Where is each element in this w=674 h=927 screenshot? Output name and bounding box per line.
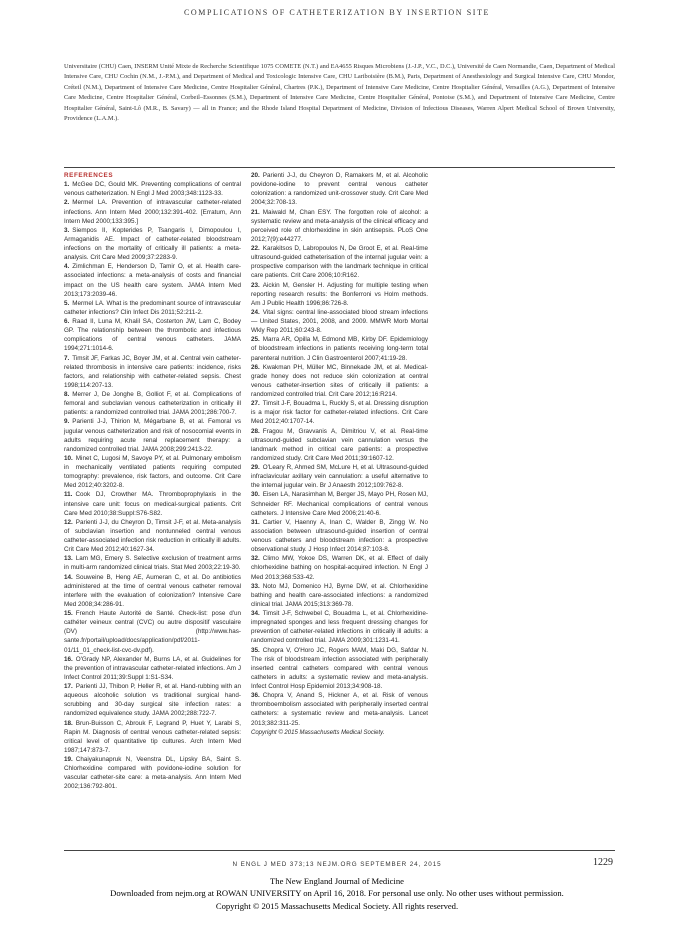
reference-text: Cartier V, Haenny A, Inan C, Walder B, Zingg W. No association between ultrasound-guided insertion of central venous catheters and bloodstream infection: a prospective observational study. J Hosp Infect 2014;87:103-8. (251, 518, 428, 554)
reference-item (251, 363, 428, 400)
reference-item (251, 646, 428, 692)
reference-number: 25. (251, 336, 260, 344)
reference-item (64, 226, 241, 263)
reference-text: O'Leary R, Ahmed SM, McLure H, et al. Ultrasound-guided infraclavicular axillary vein cannulation: a useful alternative to the internal jugular vein. Br J Anaesth 2012;109:762-8. (251, 464, 428, 490)
reference-text: French Haute Autorité de Santé. Check-list: pose d'un cathéter veineux central (CVC) ou autre dispositif vasculaire (DV) (http://www.has-sante.fr/portail/upload/docs/application/pdf/2011-01/11_01_check-list-cvc-dv.pdf). (64, 610, 241, 654)
reference-number: 9. (64, 418, 70, 426)
journal-name: The New England Journal of Medicine (270, 876, 404, 886)
section-divider (64, 167, 615, 168)
reference-number: 10. (64, 454, 73, 462)
reference-item (64, 390, 241, 417)
reference-number: 30. (251, 491, 260, 499)
reference-text: Maiwald M, Chan ESY. The forgotten role of alcohol: a systematic review and meta-analysis of the clinical efficacy and perceived role of chlorhexidine in skin antisepsis. PLoS One 2012;7(9):e44277. (251, 208, 428, 243)
copyright-notice: Copyright © 2015 Massachusetts Medical Society. All rights reserved. (215, 900, 459, 911)
reference-item (64, 609, 241, 655)
reference-text: Siempos II, Kopterides P, Tsangaris I, Dimopoulou I, Armaganidis AE. Impact of catheter-related bloodstream infections on the mortality of critically ill patients: a meta-analysis. Crit Care Med 2009;37:2283-9. (64, 226, 241, 262)
reference-text: Noto MJ, Domenico HJ, Byrne DW, et al. Chlorhexidine bathing and health care-associated infections: a randomized clinical trial. JAMA 2015;313:369-78. (251, 582, 428, 608)
reference-item (64, 573, 241, 610)
author-affiliations: Universitaire (CHU) Caen, INSERM Unité Mixte de Recherche Scientifique 1075 COMETE (N.T.) and EA4655 Risques Microbiens (J.-J.P., V.C., D.C.), Université de Caen Normandie, Caen, Department of Medical Intensive Care, CHU Cochin (N.M., J.-P.M.), and Department of Medical and Toxicologic Intensive Care, CHU Lariboisière (B.M.), Paris, Department of Anesthesiology and Surgical Intensive Care, CHU Mondor, Créteil (N.M.), Department of Intensive Care Medicine, Centre Hospitalier Général, Chartres (P.K.), Department of Intensive Care Medicine, Centre Hospitalier Général, Versailles (A.G.), Department of Intensive Care Medicine, Centre Hospitalier Général, Corbeil–Essonnes (S.M.), Department of Intensive Care Medicine, Centre Hospitalier Général, Pontoise (S.M.), and Department of Intensive Care Medicine, Centre Hospitalier Général, Saint-Lô (M.R., B. Savary) — all in France; and the Rhode Island Hospital Department of Medicine, Division of Infectious Diseases, Warren Alpert Medical School of Brown University, Providence (L.A.M.). (64, 63, 615, 123)
reference-number: 22. (251, 245, 260, 252)
reference-item (251, 244, 428, 281)
reference-item (64, 682, 241, 719)
reference-text: Timsit J-F, Bouadma L, Ruckly S, et al. Dressing disruption is a major risk factor for catheter-related infections. Crit Care Med 2012;40:1707-14. (251, 400, 428, 426)
reference-text: Zimlichman E, Henderson D, Tamir O, et al. Health care-associated infections: a meta-analysis of costs and financial impact on the US health care system. JAMA Intern Med 2013;173:2039-46. (64, 263, 241, 298)
reference-item (64, 490, 241, 517)
download-notice-block (0, 875, 674, 912)
reference-text: Chopra V, O'Horo JC, Rogers MAM, Maki DG, Safdar N. The risk of bloodstream infection associated with peripherally inserted central catheters compared with central venous catheters in adults: a systematic review and meta-analysis. Infect Control Hosp Epidemiol 2013;34:908-18. (251, 646, 428, 690)
reference-item (251, 308, 428, 335)
reference-text: Parienti J-J, Thirion M, Mégarbane B, et al. Femoral vs jugular venous catheterization and risk of nosocomial events in adults requiring acute renal replacement therapy: a randomized controlled trial. JAMA 2008;299:2413-22. (64, 418, 241, 453)
reference-item (251, 281, 428, 308)
reference-number: 29. (251, 464, 260, 471)
reference-number: 4. (64, 263, 70, 271)
reference-text: Karakitsos D, Labropoulos N, De Groot E, et al. Real-time ultrasound-guided catheterisation of the internal jugular vein: a prospective comparison with the landmark technique in critical care patients. Crit Care 2006;10:R162. (251, 245, 428, 280)
reference-item (251, 335, 428, 362)
references-section (64, 171, 615, 809)
reference-text: Minet C, Lugosi M, Savoye PY, et al. Pulmonary embolism in mechanically ventilated patients requiring computed tomography: prevalence, risk factors, and outcome. Crit Care Med 2012;40:3202-8. (64, 454, 241, 490)
reference-number: 32. (251, 555, 260, 563)
reference-number: 34. (251, 610, 260, 617)
reference-item (251, 463, 428, 490)
reference-item (251, 399, 428, 426)
reference-text: Chopra V, Anand S, Hickner A, et al. Risk of venous thromboembolism associated with peripherally inserted central catheters: a systematic review and meta-analysis. Lancet 2013;382:311-25. (251, 692, 428, 727)
reference-text: Fragou M, Gravvanis A, Dimitriou V, et al. Real-time ultrasound-guided subclavian vein cannulation versus the landmark method in critical care patients: a prospective randomized study. Crit Care Med 2011;39:1607-12. (251, 427, 428, 462)
reference-number: 20. (251, 172, 260, 179)
running-head: COMPLICATIONS OF CATHETERIZATION BY INSERTION SITE (183, 8, 491, 17)
reference-text: Vital signs: central line-associated blood stream infections — United States, 2001, 2008, and 2009. MMWR Morb Mortal Wkly Rep 2011;60:243-8. (251, 308, 428, 335)
reference-item (64, 719, 241, 756)
journal-citation-line: N ENGL J MED 373;13 NEJM.ORG SEPTEMBER 24, 2015 (232, 861, 442, 868)
reference-item (64, 417, 241, 454)
reference-text: Timsit JF, Farkas JC, Boyer JM, et al. Central vein catheter-related thrombosis in intensive care patients: incidence, risks factors, and relationship with catheter-related sepsis. Chest 1998;114:207-13. (64, 354, 241, 389)
reference-number: 36. (251, 692, 260, 700)
reference-list (64, 171, 428, 809)
reference-text: Marra AR, Opilla M, Edmond MB, Kirby DF. Epidemiology of bloodstream infections in patients receiving long-term total parenteral nutrition. J Clin Gastroenterol 2007;41:19-28. (251, 336, 428, 362)
reference-text: Merrer J, De Jonghe B, Golliot F, et al. Complications of femoral and subclavian venous catheterization in critically ill patients: a randomized controlled trial. JAMA 2001;286:700-7. (64, 391, 241, 417)
reference-text: McGee DC, Gould MK. Preventing complications of central venous catheterization. N Engl J Med 2003;348:1123-33. (64, 181, 241, 198)
reference-text: Kwakman PH, Müller MC, Binnekade JM, et al. Medical-grade honey does not reduce skin colonization at central venous catheter-insertion sites of critically ill patients: a randomized controlled trial. Crit Care 2012;16:R214. (251, 363, 428, 398)
reference-text: Climo MW, Yokoe DS, Warren DK, et al. Effect of daily chlorhexidine bathing on hospital-acquired infection. N Engl J Med 2013;368:533-42. (251, 555, 428, 581)
reference-number: 5. (64, 299, 70, 307)
reference-number: 3. (64, 226, 70, 234)
reference-number: 17. (64, 683, 73, 690)
download-notice: Downloaded from nejm.org at ROWAN UNIVERSITY on April 16, 2018. For personal use only. No other uses without permission. (110, 888, 564, 899)
reference-text: O'Grady NP, Alexander M, Burns LA, et al. Guidelines for the prevention of intravascular catheter-related infections. Am J Infect Control 2011;39:Suppl 1:S1-S34. (64, 655, 241, 681)
footer-divider (64, 850, 615, 851)
reference-item (251, 490, 428, 517)
reference-item (251, 554, 428, 581)
reference-text: Parienti J-J, du Cheyron D, Timsit J-F, et al. Meta-analysis of subclavian insertion and nontunneled central venous catheter-associated infection risk reduction in critically ill adults. Crit Care Med 2012;40:1627-34. (64, 518, 241, 554)
reference-text: Timsit J-F, Schwebel C, Bouadma L, et al. Chlorhexidine-impregnated sponges and less frequent dressing changes for prevention of catheter-related infections in critically ill adults: a randomized controlled trial. JAMA 2009;301:1231-41. (251, 610, 428, 645)
reference-number: 6. (64, 318, 70, 325)
reference-number: 28. (251, 427, 260, 435)
reference-number: 14. (64, 573, 73, 581)
reference-item (251, 171, 428, 208)
reference-text: Chaiyakunapruk N, Veenstra DL, Lipsky BA, Saint S. Chlorhexidine compared with povidone-iodine solution for vascular catheter-site care: a meta-analysis. Ann Intern Med 2002;136:792-801. (64, 756, 241, 791)
reference-number: 33. (251, 582, 260, 590)
reference-text: Lam MG, Emery S. Selective exclusion of treatment arms in multi-arm randomized clinical trials. Stat Med 2003;22:19-30. (64, 555, 241, 572)
reference-text: Parienti J-J, du Cheyron D, Ramakers M, et al. Alcoholic povidone-iodine to prevent central venous catheter colonization: a randomized unit-crossover study. Crit Care Med 2004;32:708-13. (251, 172, 428, 207)
reference-item (64, 180, 241, 198)
reference-number: 1. (64, 181, 70, 189)
reference-item (64, 655, 241, 682)
reference-number: 16. (64, 655, 73, 663)
reference-item (64, 354, 241, 391)
reference-number: 18. (64, 719, 73, 727)
reference-number: 8. (64, 391, 70, 398)
reference-number: 15. (64, 610, 73, 617)
reference-item (251, 582, 428, 609)
reference-number: 24. (251, 308, 260, 316)
reference-item (251, 518, 428, 555)
reference-text: Mermel LA. Prevention of intravascular catheter-related infections. Ann Intern Med 2000;132:391-402. [Erratum, Ann Intern Med 2000;133:395.] (64, 199, 241, 225)
reference-number: 35. (251, 646, 260, 654)
reference-item (64, 554, 241, 572)
reference-item (64, 198, 241, 225)
reference-item (64, 317, 241, 354)
reference-number: 7. (64, 354, 70, 362)
reference-number: 2. (64, 199, 70, 207)
reference-text: Souweine B, Heng AE, Aumeran C, et al. Do antibiotics administered at the time of central venous catheter removal interfere with the evaluation of colonization? Intensive Care Med 2008;34:286-91. (64, 573, 241, 608)
reference-item (64, 518, 241, 555)
reference-item (64, 454, 241, 491)
reference-text: Aickin M, Gensler H. Adjusting for multiple testing when reporting research results: the Bonferroni vs Holm methods. Am J Public Health 1996;86:726-8. (251, 281, 428, 307)
reference-item (251, 609, 428, 646)
reference-number: 31. (251, 518, 260, 526)
reference-number: 26. (251, 363, 260, 371)
reference-item (64, 755, 241, 792)
reference-text: Eisen LA, Narasimhan M, Berger JS, Mayo PH, Rosen MJ, Schneider RF. Mechanical complications of central venous catheters. J Intensive Care Med 2006;21:40-6. (251, 491, 428, 517)
reference-number: 13. (64, 555, 73, 563)
reference-number: 21. (251, 208, 260, 216)
reference-text: Parienti JJ, Thibon P, Heller R, et al. Hand-rubbing with an aqueous alcoholic solution vs traditional surgical hand-scrubbing and 30-day surgical site infection rates: a randomized equivalence study. JAMA 2002;288:722-7. (64, 683, 241, 718)
reference-number: 23. (251, 281, 260, 289)
reference-number: 19. (64, 756, 73, 763)
reference-item (64, 262, 241, 299)
page-number: 1229 (593, 857, 613, 868)
reference-text: Cook DJ, Crowther MA. Thromboprophylaxis in the intensive care unit: focus on medical-surgical patients. Crit Care Med 2010;38:Suppl:S76-S82. (64, 491, 241, 517)
reference-item (64, 299, 241, 317)
reference-item (251, 691, 428, 728)
references-heading: REFERENCES (64, 172, 114, 179)
reference-item (251, 208, 428, 245)
reference-text: Raad II, Luna M, Khalil SA, Costerton JW, Lam C, Bodey GP. The relationship between the thrombotic and infectious complications of central venous catheters. JAMA 1994;271:1014-6. (64, 318, 241, 353)
reference-number: 27. (251, 400, 260, 408)
reference-item (251, 427, 428, 464)
reference-text: Mermel LA. What is the predominant source of intravascular catheter infections? Clin Infect Dis 2011;52:211-2. (64, 299, 241, 316)
article-copyright: Copyright © 2015 Massachusetts Medical Society. (251, 729, 385, 736)
reference-text: Brun-Buisson C, Abrouk F, Legrand P, Huet Y, Larabi S, Rapin M. Diagnosis of central venous catheter-related sepsis: critical level of quantitative tip cultures. Arch Intern Med 1987;147:873-7. (64, 719, 241, 754)
reference-number: 12. (64, 518, 73, 526)
reference-number: 11. (64, 491, 73, 499)
